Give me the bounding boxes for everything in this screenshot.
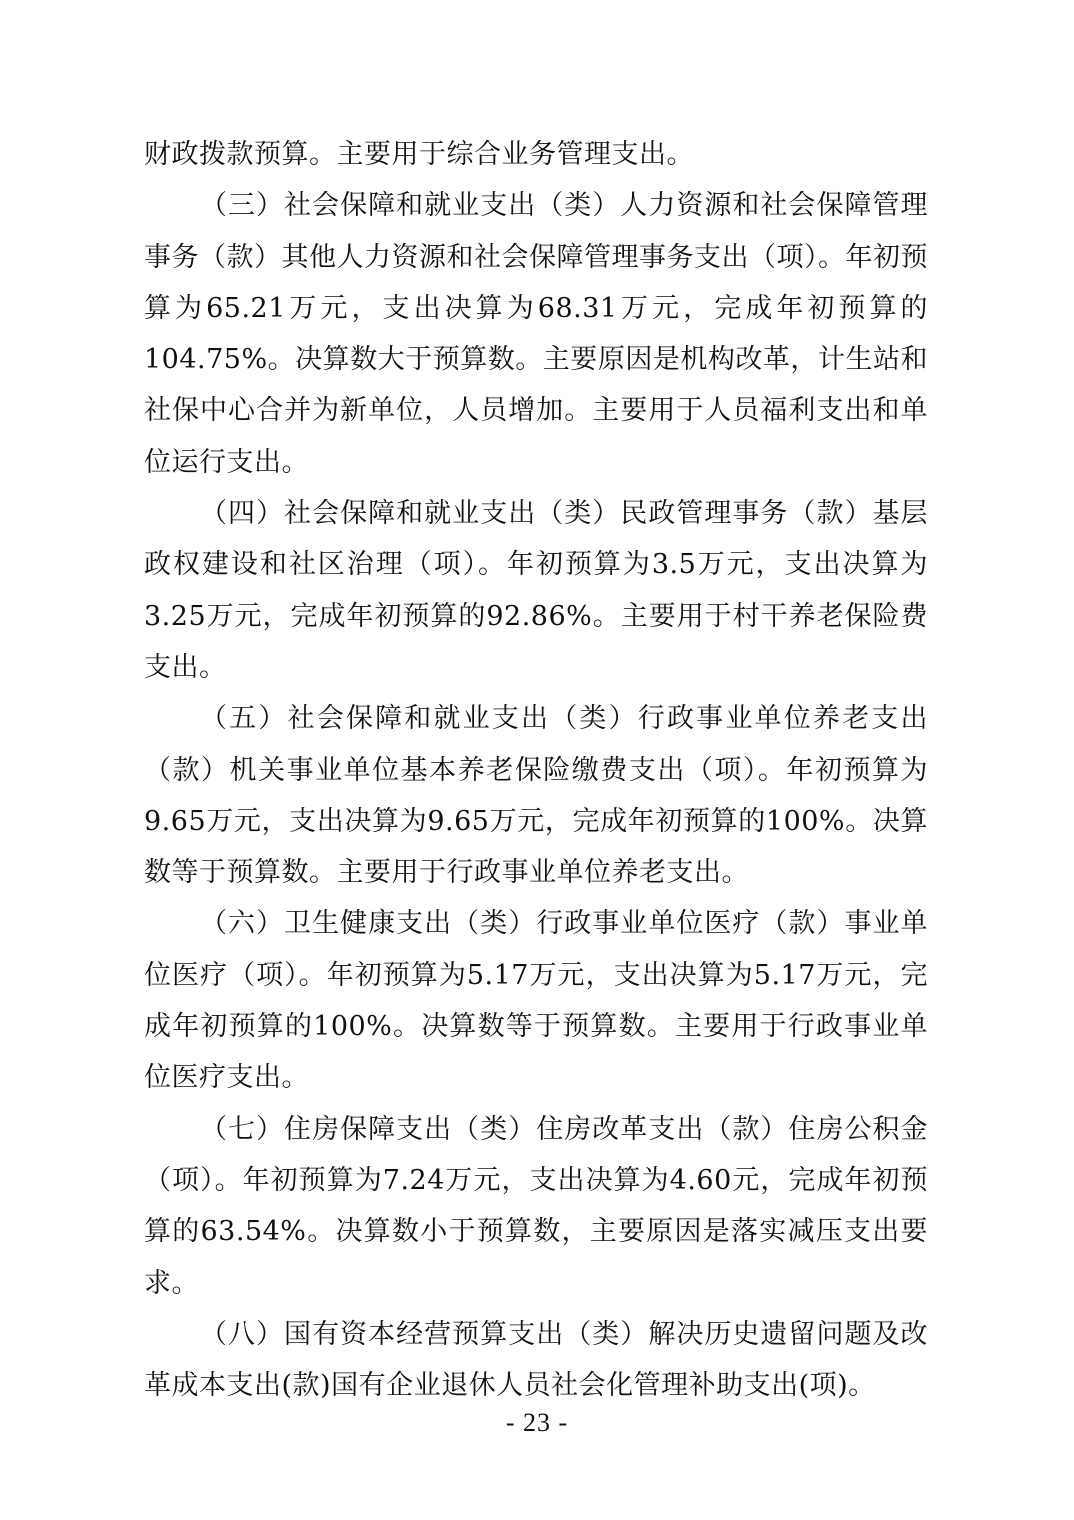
paragraph-item-7: （七）住房保障支出（类）住房改革支出（款）住房公积金（项）。年初预算为7.24万元，支出决算为4.60元，完成年初预算的63.54%。决算数小于预算数，主要原因是落实减压支出要求。 — [144, 1113, 928, 1299]
paragraph-item-4: （四）社会保障和就业支出（类）民政管理事务（款）基层政权建设和社区治理（项）。年初预算为3.5万元，支出决算为3.25万元，完成年初预算的92.86%。主要用于村干养老保险费支出。 — [144, 498, 928, 683]
page-number: - 23 - — [505, 1408, 569, 1437]
paragraph-item-5: （五）社会保障和就业支出（类）行政事业单位养老支出（款）机关事业单位基本养老保险缴费支出（项）。年初预算为9.65万元，支出决算为9.65万元，完成年初预算的100%。决算数等于预算数。主要用于行政事业单位养老支出。 — [144, 703, 928, 889]
paragraph-item-3: （三）社会保障和就业支出（类）人力资源和社会保障管理事务（款）其他人力资源和社会保障管理事务支出（项）。年初预算为65.21万元，支出决算为68.31万元，完成年初预算的104.75%。决算数大于预算数。主要原因是机构改革，计生站和社保中心合并为新单位，人员增加。主要用于人员福利支出和单位运行支出。 — [144, 190, 928, 478]
document-body — [144, 129, 928, 1411]
paragraph-item-8: （八）国有资本经营预算支出（类）解决历史遗留问题及改革成本支出(款)国有企业退休人员社会化管理补助支出(项)。 — [144, 1318, 928, 1402]
paragraph-item-6: （六）卫生健康支出（类）行政事业单位医疗（款）事业单位医疗（项）。年初预算为5.17万元，支出决算为5.17万元，完成年初预算的100%。决算数等于预算数。主要用于行政事业单位医疗支出。 — [144, 908, 928, 1094]
paragraph-continuation: 财政拨款预算。主要用于综合业务管理支出。 — [144, 139, 694, 170]
